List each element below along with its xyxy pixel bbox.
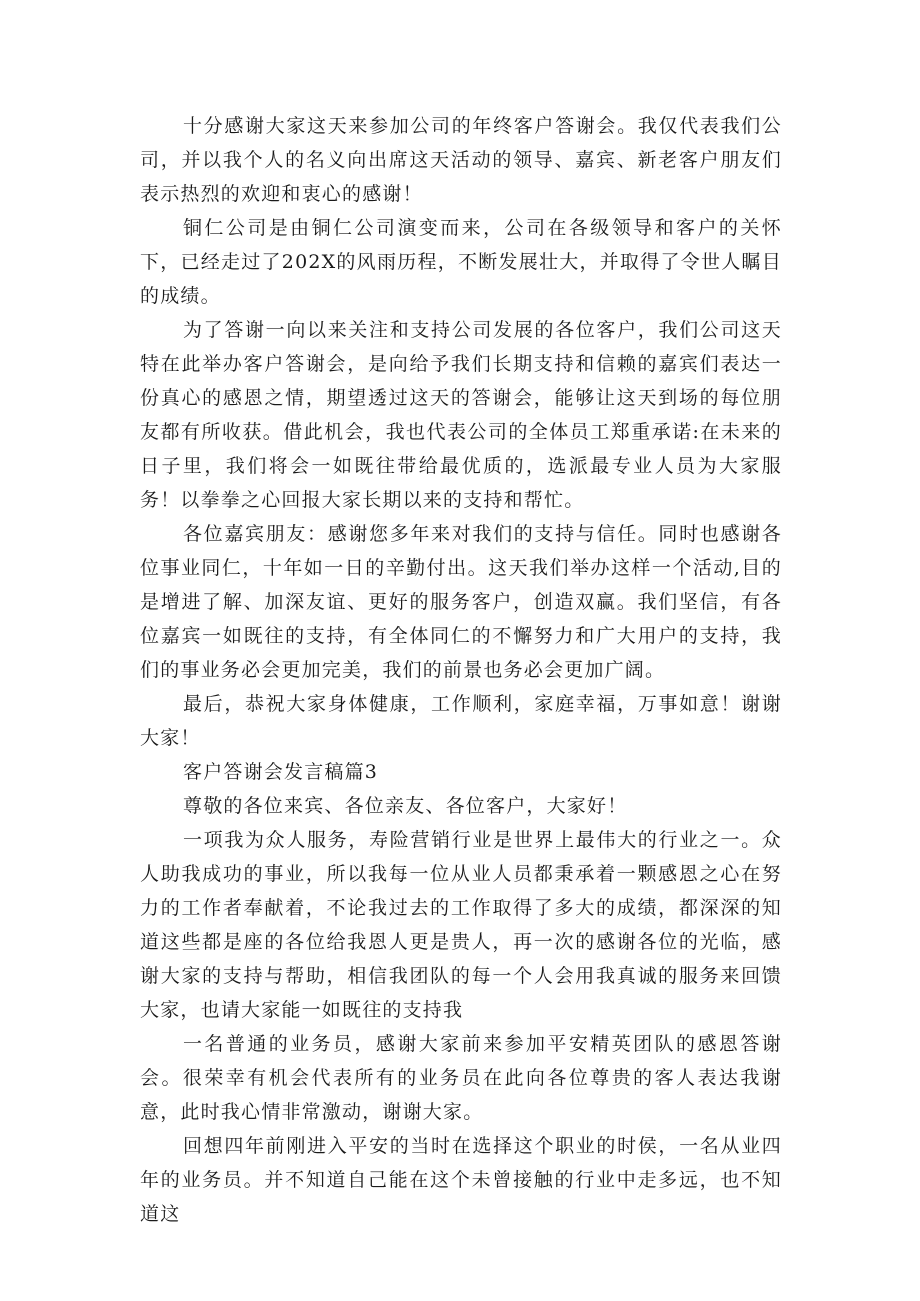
paragraph-event-purpose: 为了答谢一向以来关注和支持公司发展的各位客户，我们公司这天特在此举办客户答谢会，是向给予我们长期支持和信赖的嘉宾们表达一份真心的感恩之情，期望透过这天的答谢会，能够让这天到场的每位朋友都有所收获。借此机会，我也代表公司的全体员工郑重承诺:在未来的日子里，我们将会一如既往带给最优质的，选派最专业人员为大家服务！以拳拳之心回报大家长期以来的支持和帮忙。 <box>140 319 782 511</box>
paragraph-welcome: 十分感谢大家这天来参加公司的年终客户答谢会。我仅代表我们公司，并以我个人的名义向出席这天活动的领导、嘉宾、新老客户朋友们表示热烈的欢迎和衷心的感谢！ <box>140 115 782 205</box>
paragraph-agent-intro: 一名普通的业务员，感谢大家前来参加平安精英团队的感恩答谢会。很荣幸有机会代表所有的业务员在此向各位尊贵的客人表达我谢意，此时我心情非常激动，谢谢大家。 <box>140 1033 782 1123</box>
paragraph-recollection: 回想四年前刚进入平安的当时在选择这个职业的时侯，一名从业四年的业务员。并不知道自己能在这个未曾接触的行业中走多远，也不知道这 <box>140 1135 782 1225</box>
section-heading: 客户答谢会发言稿篇3 <box>183 761 379 783</box>
paragraph-company-history: 铜仁公司是由铜仁公司演变而来，公司在各级领导和客户的关怀下，已经走过了202X的风雨历程，不断发展壮大，并取得了令世人瞩目的成绩。 <box>140 217 782 307</box>
paragraph-closing-wishes: 最后，恭祝大家身体健康，工作顺利，家庭幸福，万事如意！谢谢大家！ <box>140 693 782 749</box>
paragraph-insurance-industry: 一项我为众人服务，寿险营销行业是世界上最伟大的行业之一。众人助我成功的事业，所以我每一位从业人员都秉承着一颗感恩之心在努力的工作者奉献着，不论我过去的工作取得了多大的成绩，都深深的知道这些都是座的各位给我恩人更是贵人，再一次的感谢各位的光临，感谢大家的支持与帮助，相信我团队的每一个人会用我真诚的服务来回馈大家，也请大家能一如既往的支持我 <box>140 829 782 1021</box>
paragraph-thanks-guests: 各位嘉宾朋友：感谢您多年来对我们的支持与信任。同时也感谢各位事业同仁，十年如一日的辛勤付出。这天我们举办这样一个活动,目的是增进了解、加深友谊、更好的服务客户，创造双赢。我们坚信，有各位嘉宾一如既往的支持，有全体同仁的不懈努力和广大用户的支持，我们的事业务必会更加完美，我们的前景也务必会更加广阔。 <box>140 523 782 681</box>
paragraph-greeting: 尊敬的各位来宾、各位亲友、各位客户，大家好！ <box>183 795 628 817</box>
document-body <box>140 109 782 1231</box>
